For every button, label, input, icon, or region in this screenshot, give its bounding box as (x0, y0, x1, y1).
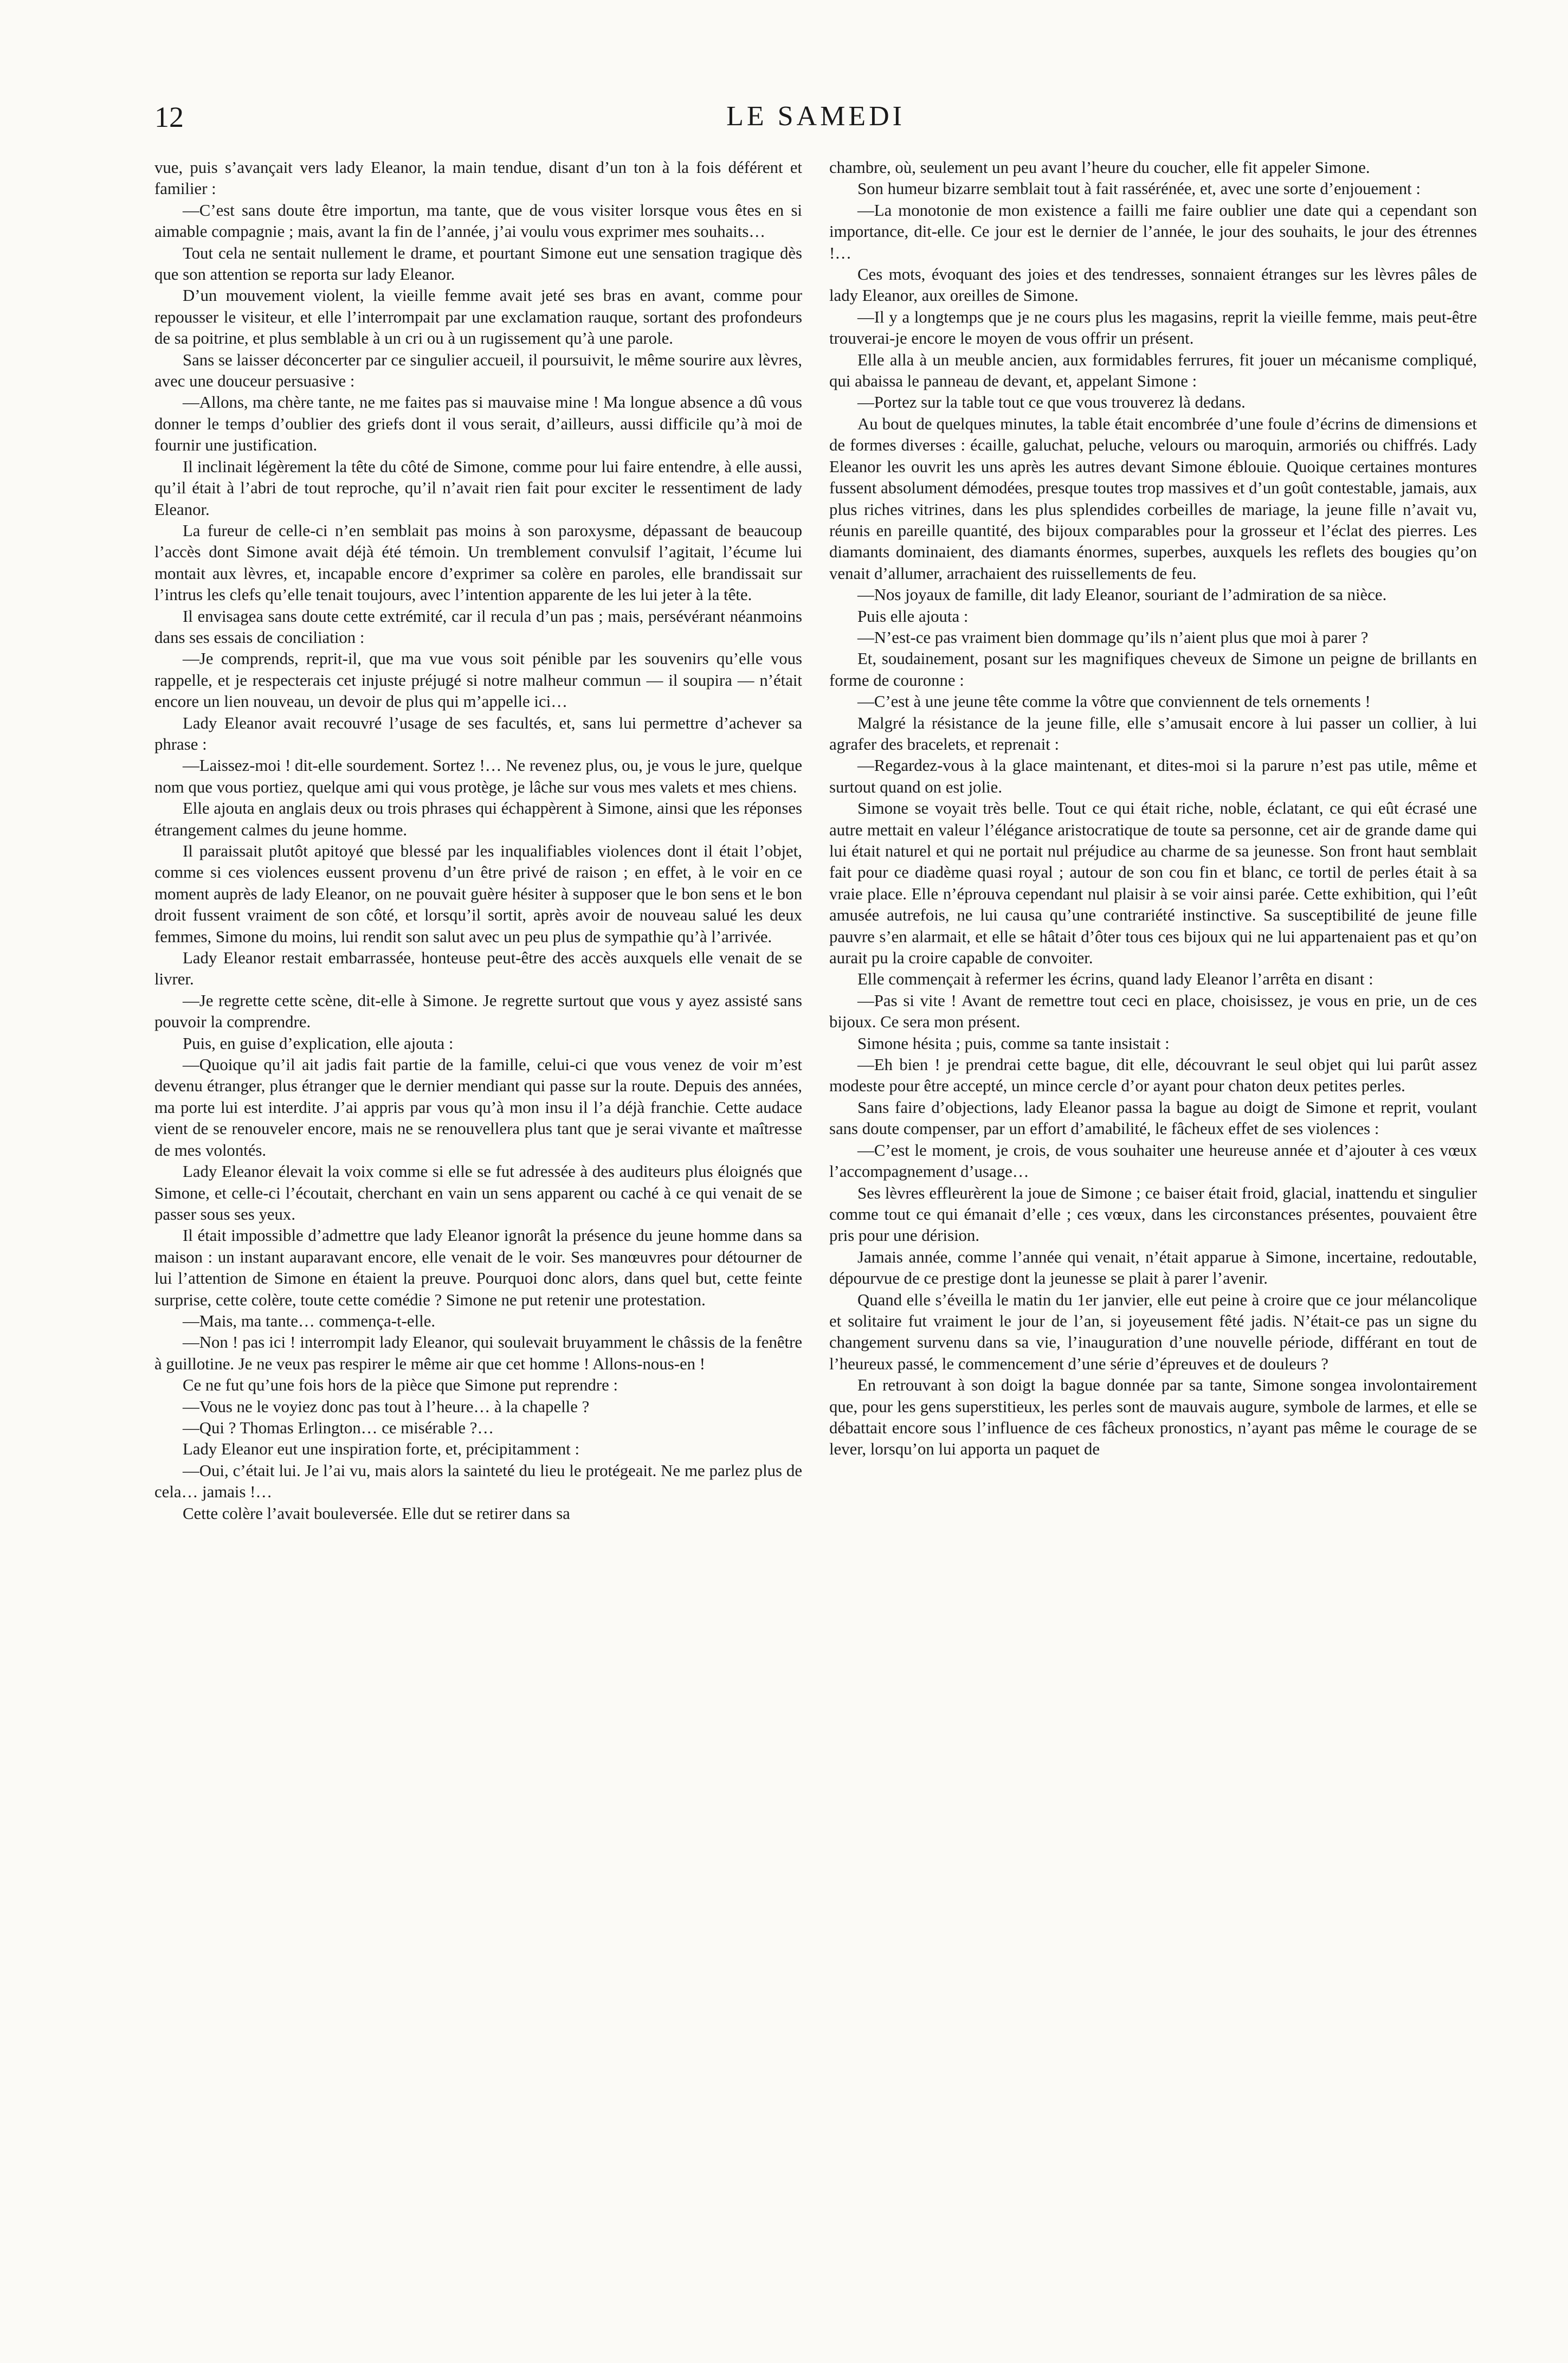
paragraph: Son humeur bizarre semblait tout à fait rassérénée, et, avec une sorte d’enjouement : (857, 179, 1421, 198)
paragraph: Sans se laisser déconcerter par ce singulier accueil, il poursuivit, le même sourire aux lèvres, avec une douceur persuasive : (154, 350, 802, 391)
journal-title: LE SAMEDI (726, 101, 905, 132)
paragraph: Ses lèvres effleurèrent la joue de Simone ; ce baiser était froid, glacial, inattendu et singulier comme tout ce qui émanait d’elle ; ces vœux, dans les circonstances présentes, pouvaient être pris pour une dérision. (829, 1183, 1477, 1245)
paragraph: —Allons, ma chère tante, ne me faites pas si mauvaise mine ! Ma longue absence a dû vous donner le temps d’oublier des griefs dont il vous serait, d’ailleurs, aussi difficile qu’à moi de fournir une justification. (154, 393, 802, 455)
paragraph: Elle ajouta en anglais deux ou trois phrases qui échappèrent à Simone, ainsi que les réponses étrangement calmes du jeune homme. (154, 799, 802, 839)
left-text-column (154, 157, 802, 2223)
paragraph: Simone hésita ; puis, comme sa tante insistait : (857, 1034, 1170, 1053)
paragraph: —C’est le moment, je crois, de vous souhaiter une heureuse année et d’ajouter à ces vœux l’accompagnement d’usage… (829, 1141, 1477, 1181)
paragraph: —Pas si vite ! Avant de remettre tout ceci en place, choisissez, je vous en prie, un de ces bijoux. Ce sera mon présent. (829, 991, 1477, 1032)
page-header (154, 100, 1477, 149)
paragraph: Malgré la résistance de la jeune fille, elle s’amusait encore à lui passer un collier, à lui agrafer des bracelets, et reprenait : (829, 713, 1477, 754)
paragraph: En retrouvant à son doigt la bague donnée par sa tante, Simone songea involontairement que, pour les gens superstitieux, les perles sont de mauvais augure, symbole de larmes, et elle se débattait encore sous l’influence de ces fâcheux pronostics, n’ayant pas même le courage de se lever, lorsqu’on lui apporta un paquet de (829, 1376, 1477, 1459)
paragraph: —C’est sans doute être importun, ma tante, que de vous visiter lorsque vous êtes en si aimable compagnie ; mais, avant la fin de l’année, j’ai voulu vous exprimer mes souhaits… (154, 201, 802, 241)
paragraph: Tout cela ne sentait nullement le drame, et pourtant Simone eut une sensation tragique dès que son attention se reporta sur lady Eleanor. (154, 243, 802, 284)
paragraph: —Vous ne le voyiez donc pas tout à l’heure… à la chapelle ? (183, 1397, 590, 1416)
paragraph: —Laissez-moi ! dit-elle sourdement. Sortez !… Ne revenez plus, ou, je vous le jure, quelque nom que vous portiez, quelque ami qui vous protège, je lâche sur vous mes valets et mes chiens. (154, 756, 802, 796)
paragraph: Il envisagea sans doute cette extrémité, car il recula d’un pas ; mais, persévérant néanmoins dans ses essais de conciliation : (154, 607, 802, 647)
paragraph: Jamais année, comme l’année qui venait, n’était apparue à Simone, incertaine, redoutable, dépourvue de ce prestige dont la jeunesse se plait à parer l’avenir. (829, 1247, 1477, 1288)
paragraph: Et, soudainement, posant sur les magnifiques cheveux de Simone un peigne de brillants en forme de couronne : (829, 649, 1477, 690)
paragraph: —Eh bien ! je prendrai cette bague, dit elle, découvrant le seul objet qui lui parût assez modeste pour être accepté, un mince cercle d’or ayant pour chaton deux petites perles. (829, 1055, 1477, 1096)
paragraph: —Qui ? Thomas Erlington… ce misérable ?… (183, 1418, 494, 1437)
paragraph: Puis elle ajouta : (857, 607, 969, 626)
paragraph: —Non ! pas ici ! interrompit lady Eleanor, qui soulevait bruyamment le châssis de la fenêtre à guillotine. Je ne veux pas respirer le même air que cet homme ! Allons-nous-en ! (154, 1333, 802, 1373)
paragraph: Il inclinait légèrement la tête du côté de Simone, comme pour lui faire entendre, à elle aussi, qu’il était à l’abri de tout reproche, qu’il n’avait rien fait pour exciter le ressentiment de lady Eleanor. (154, 457, 802, 519)
paragraph: chambre, où, seulement un peu avant l’heure du coucher, elle fit appeler Simone. (829, 158, 1370, 177)
paragraph: —N’est-ce pas vraiment bien dommage qu’ils n’aient plus que moi à parer ? (857, 628, 1369, 647)
paragraph: Lady Eleanor restait embarrassée, honteuse peut-être des accès auxquels elle venait de se livrer. (154, 949, 802, 989)
paragraph: Puis, en guise d’explication, elle ajouta : (183, 1034, 454, 1053)
paragraph: Ce ne fut qu’une fois hors de la pièce que Simone put reprendre : (183, 1376, 618, 1395)
paragraph: Lady Eleanor élevait la voix comme si elle se fut adressée à des auditeurs plus éloignés que Simone, et celle-ci l’écoutait, cherchant en vain un sens apparent ou caché à ce qui venait de se passer sous ses yeux. (154, 1162, 802, 1224)
paragraph: Elle commençait à refermer les écrins, quand lady Eleanor l’arrêta en disant : (857, 970, 1373, 989)
paragraph: —Je regrette cette scène, dit-elle à Simone. Je regrette surtout que vous y ayez assisté sans pouvoir la comprendre. (154, 991, 802, 1032)
paragraph: La fureur de celle-ci n’en semblait pas moins à son paroxysme, dépassant de beaucoup l’accès dont Simone avait déjà été témoin. Un tremblement convulsif l’agitait, l’écume lui montait aux lèvres, et, incapable encore d’exprimer sa colère en paroles, elle brandissait sur l’intrus les clefs qu’elle tenait toujours, avec l’intention apparente de les lui jeter à la tête. (154, 521, 802, 604)
paragraph: Il paraissait plutôt apitoyé que blessé par les inqualifiables violences dont il était l’objet, comme si ces violences eussent provenu d’un être privé de raison ; en effet, à le voir en ce moment auprès de lady Eleanor, on ne pouvait guère hésiter à supposer que le bon sens et le bon droit fussent vraiment de son côté, et lorsqu’il sortit, après avoir de nouveau salué les deux femmes, Simone du moins, lui rendit son salut avec un peu plus de sympathie qu’à l’arrivée. (154, 842, 802, 946)
paragraph: Cette colère l’avait bouleversée. Elle dut se retirer dans sa (183, 1504, 570, 1523)
paragraph: —Il y a longtemps que je ne cours plus les magasins, reprit la vieille femme, mais peut-être trouverai-je encore le moyen de vous offrir un présent. (829, 307, 1477, 348)
paragraph: Quand elle s’éveilla le matin du 1er janvier, elle eut peine à croire que ce jour mélancolique et solitaire fut vraiment le jour de l’an, si joyeusement fêté jadis. N’était-ce pas un signe du changement survenu dans sa vie, l’inauguration d’une nouvelle période, différant en tout de l’heureux passé, le commencement d’une série d’épreuves et de douleurs ? (829, 1290, 1477, 1373)
paragraph: —Regardez-vous à la glace maintenant, et dites-moi si la parure n’est pas utile, même et surtout quand on est jolie. (829, 756, 1477, 796)
paragraph: —Mais, ma tante… commença-t-elle. (183, 1311, 436, 1330)
paragraph: Elle alla à un meuble ancien, aux formidables ferrures, fit jouer un mécanisme compliqué, qui abaissa le panneau de devant, et, appelant Simone : (829, 350, 1477, 391)
paragraph: Il était impossible d’admettre que lady Eleanor ignorât la présence du jeune homme dans sa maison : un instant auparavant encore, elle venait de le voir. Ses manœuvres pour détourner de lui l’attention de Simone en étaient la preuve. Pourquoi donc alors, dans quel but, cette feinte surprise, cette colère, toute cette comédie ? Simone ne put retenir une protestation. (154, 1226, 802, 1309)
paragraph: —C’est à une jeune tête comme la vôtre que conviennent de tels ornements ! (857, 692, 1371, 711)
right-text-column (829, 157, 1477, 2223)
paragraph: —La monotonie de mon existence a failli me faire oublier une date qui a cependant son importance, dit-elle. Ce jour est le dernier de l’année, le jour des souhaits, le jour des étrennes !… (829, 201, 1477, 262)
paragraph: Lady Eleanor avait recouvré l’usage de ses facultés, et, sans lui permettre d’achever sa phrase : (154, 713, 802, 754)
paragraph: Ces mots, évoquant des joies et des tendresses, sonnaient étranges sur les lèvres pâles de lady Eleanor, aux oreilles de Simone. (829, 265, 1477, 305)
paragraph: —Je comprends, reprit-il, que ma vue vous soit pénible par les souvenirs qu’elle vous rappelle, et je respecterais cet injuste préjugé si notre malheur commun — il soupira — n’était encore un lien nouveau, un devoir de plus qui m’appelle ici… (154, 649, 802, 711)
paragraph: Au bout de quelques minutes, la table était encombrée d’une foule d’écrins de dimensions et de formes diverses : écaille, galuchat, peluche, velours ou maroquin, armoriés ou chiffrés. Lady Eleanor les ouvrit les uns après les autres devant Simone éblouie. Quoique certaines montures fussent absolument démodées, presque toutes trop massives et d’un goût contestable, jamais, aux plus riches vitrines, dans les plus splendides corbeilles de mariage, la jeune fille n’avait vu, réunis en pareille quantité, des bijoux comparables pour la grosseur et l’éclat des pierres. Les diamants dominaient, des diamants énormes, superbes, auxquels les reflets des bougies qu’on venait d’allumer, arrachaient des ruissellements de feu. (829, 414, 1477, 583)
paragraph: Simone se voyait très belle. Tout ce qui était riche, noble, éclatant, ce qui eût écrasé une autre mettait en valeur l’élégance aristocratique de toute sa personne, cet air de grande dame qui lui était naturel et qui ne portait nul préjudice au charme de sa jeunesse. Son front haut semblait fait pour ce diadème quasi royal ; autour de son cou fin et blanc, ce tortil de perles était à sa vraie place. Elle n’éprouva cependant nul plaisir à se voir ainsi parée. Cette exhibition, qui l’eût amusée autrefois, ne lui causa qu’une contrariété instinctive. Sa susceptibilité de jeune fille pauvre s’en alarmait, et elle se hâtait d’ôter tous ces bijoux qui ne lui appartenaient pas et qu’on aurait pu la croire capable de convoiter. (829, 799, 1477, 968)
paragraph: Sans faire d’objections, lady Eleanor passa la bague au doigt de Simone et reprit, voulant sans doute compenser, par un effort d’amabilité, le fâcheux effet de ses violences : (829, 1098, 1477, 1138)
paragraph: —Oui, c’était lui. Je l’ai vu, mais alors la sainteté du lieu le protégeait. Ne me parlez plus de cela… jamais !… (154, 1461, 802, 1502)
paragraph: —Quoique qu’il ait jadis fait partie de la famille, celui-ci que vous venez de voir m’est devenu étranger, plus étranger que le dernier mendiant qui passe sur la route. Depuis des années, ma porte lui est interdite. J’ai appris par vous qu’à mon insu il l’a déjà franchie. Cette audace vient de se renouveler encore, mais ne se renouvellera plus tant que je serai vivante et maîtresse de mes volontés. (154, 1055, 802, 1160)
paragraph: D’un mouvement violent, la vieille femme avait jeté ses bras en avant, comme pour repousser le visiteur, et elle l’interrompait par une exclamation rauque, sortant des profondeurs de sa poitrine, et plus semblable à un cri ou à un rugissement qu’à une parole. (154, 286, 802, 348)
paragraph: —Nos joyaux de famille, dit lady Eleanor, souriant de l’admiration de sa nièce. (857, 585, 1387, 604)
page-number: 12 (154, 101, 184, 133)
paragraph: Lady Eleanor eut une inspiration forte, et, précipitamment : (183, 1440, 580, 1459)
paragraph: vue, puis s’avançait vers lady Eleanor, la main tendue, disant d’un ton à la fois déférent et familier : (154, 158, 802, 198)
paragraph: —Portez sur la table tout ce que vous trouverez là dedans. (857, 393, 1246, 412)
